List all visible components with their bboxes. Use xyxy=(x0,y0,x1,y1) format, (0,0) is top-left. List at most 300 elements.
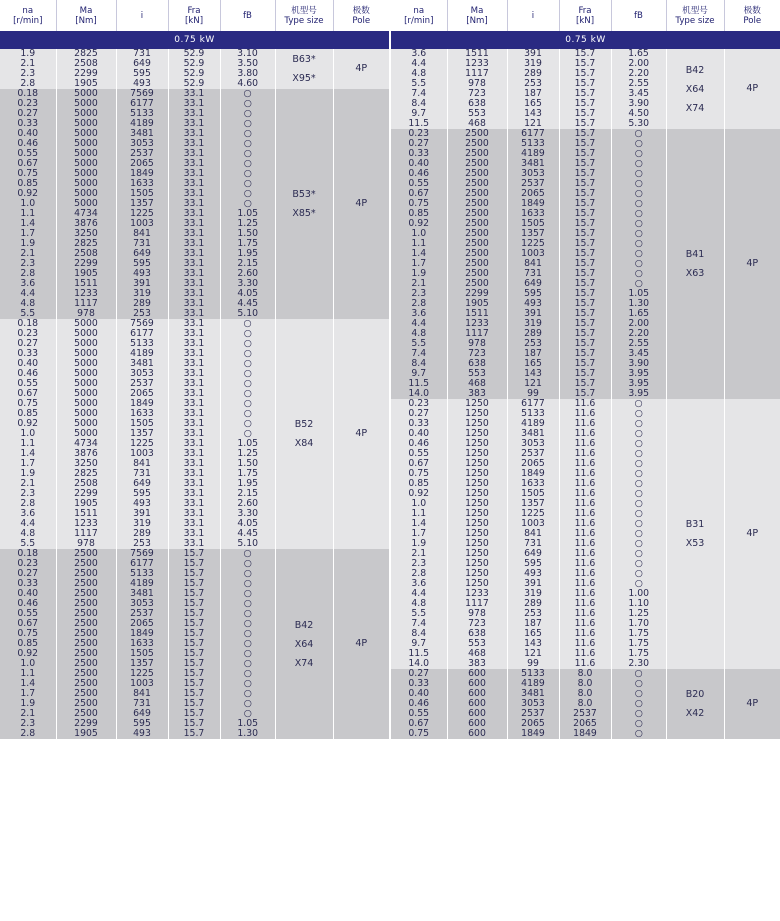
cell-fra: 33.1 xyxy=(168,319,220,329)
cell-fb: 2.20 xyxy=(611,329,666,339)
cell-ma: 5000 xyxy=(56,399,116,409)
cell-ma: 2500 xyxy=(447,129,507,139)
cell-na: 1.1 xyxy=(0,209,56,219)
cell-i: 165 xyxy=(507,629,559,639)
cell-fb: ○ xyxy=(611,139,666,149)
cell-fra: 11.6 xyxy=(559,459,611,469)
cell-i: 143 xyxy=(507,639,559,649)
cell-fb: 2.15 xyxy=(220,259,275,269)
cell-ma: 5000 xyxy=(56,409,116,419)
cell-na: 1.9 xyxy=(391,269,447,279)
cell-i: 319 xyxy=(116,289,168,299)
cell-fra: 15.7 xyxy=(168,589,220,599)
cell-i: 289 xyxy=(507,599,559,609)
cell-fb: 3.10 xyxy=(220,49,275,59)
cell-na: 2.3 xyxy=(391,289,447,299)
cell-na: 0.27 xyxy=(0,339,56,349)
cell-fb: ○ xyxy=(220,179,275,189)
cell-i: 1003 xyxy=(116,449,168,459)
cell-fb: 1.65 xyxy=(611,309,666,319)
cell-na: 1.4 xyxy=(0,449,56,459)
cell-ma: 5000 xyxy=(56,119,116,129)
cell-fb: ○ xyxy=(611,199,666,209)
pole-cell: 4P xyxy=(724,49,780,129)
cell-ma: 2500 xyxy=(447,199,507,209)
cell-fra: 11.6 xyxy=(559,559,611,569)
cell-ma: 2500 xyxy=(56,689,116,699)
cell-i: 2065 xyxy=(116,389,168,399)
right-table xyxy=(391,0,780,739)
cell-na: 8.4 xyxy=(391,359,447,369)
cell-fra: 15.7 xyxy=(168,579,220,589)
cell-fb: ○ xyxy=(611,419,666,429)
cell-ma: 978 xyxy=(447,79,507,89)
type-group xyxy=(391,129,780,399)
cell-i: 2065 xyxy=(507,189,559,199)
header-fra: Fra [kN] xyxy=(559,0,611,31)
cell-fra: 15.7 xyxy=(559,119,611,129)
cell-ma: 5000 xyxy=(56,319,116,329)
cell-fb: 2.55 xyxy=(611,79,666,89)
left-half-table xyxy=(0,0,389,921)
cell-fra: 15.7 xyxy=(168,659,220,669)
cell-ma: 2500 xyxy=(447,189,507,199)
cell-fb: 3.90 xyxy=(611,99,666,109)
cell-na: 4.8 xyxy=(391,599,447,609)
cell-ma: 5000 xyxy=(56,429,116,439)
cell-fb: ○ xyxy=(220,589,275,599)
table-row xyxy=(391,399,780,409)
cell-fb: ○ xyxy=(220,609,275,619)
cell-na: 3.6 xyxy=(391,49,447,59)
cell-fra: 11.6 xyxy=(559,419,611,429)
right-power-row xyxy=(391,31,780,49)
cell-ma: 2825 xyxy=(56,469,116,479)
cell-na: 4.8 xyxy=(0,299,56,309)
left-header-row xyxy=(0,0,389,31)
cell-i: 649 xyxy=(507,549,559,559)
cell-ma: 1117 xyxy=(447,599,507,609)
cell-fra: 15.7 xyxy=(168,729,220,739)
cell-ma: 1233 xyxy=(447,319,507,329)
cell-i: 187 xyxy=(507,89,559,99)
cell-i: 1849 xyxy=(116,399,168,409)
cell-fra: 15.7 xyxy=(168,669,220,679)
cell-fb: 1.05 xyxy=(220,439,275,449)
cell-fra: 33.1 xyxy=(168,219,220,229)
cell-na: 0.85 xyxy=(391,479,447,489)
cell-i: 3481 xyxy=(116,359,168,369)
cell-fb: 3.95 xyxy=(611,369,666,379)
cell-ma: 600 xyxy=(447,679,507,689)
cell-i: 253 xyxy=(507,339,559,349)
cell-na: 0.67 xyxy=(0,389,56,399)
cell-i: 4189 xyxy=(507,419,559,429)
cell-ma: 2500 xyxy=(447,159,507,169)
cell-fb: ○ xyxy=(611,189,666,199)
cell-fb: ○ xyxy=(220,89,275,99)
cell-na: 2.8 xyxy=(391,299,447,309)
cell-fra: 15.7 xyxy=(168,549,220,559)
cell-fb: ○ xyxy=(220,159,275,169)
cell-fb: ○ xyxy=(220,129,275,139)
cell-ma: 553 xyxy=(447,109,507,119)
cell-ma: 1250 xyxy=(447,509,507,519)
cell-fra: 33.1 xyxy=(168,359,220,369)
cell-fb: 2.00 xyxy=(611,59,666,69)
cell-fb: ○ xyxy=(611,429,666,439)
cell-ma: 3876 xyxy=(56,449,116,459)
cell-i: 3053 xyxy=(116,369,168,379)
cell-i: 6177 xyxy=(116,99,168,109)
cell-fb: ○ xyxy=(220,149,275,159)
cell-i: 3053 xyxy=(507,169,559,179)
cell-fra: 33.1 xyxy=(168,179,220,189)
cell-fb: 3.30 xyxy=(220,279,275,289)
cell-fb: ○ xyxy=(611,549,666,559)
cell-i: 165 xyxy=(507,99,559,109)
cell-fra: 33.1 xyxy=(168,449,220,459)
cell-i: 841 xyxy=(507,259,559,269)
cell-ma: 2825 xyxy=(56,49,116,59)
cell-na: 2.8 xyxy=(391,569,447,579)
left-power-row xyxy=(0,31,389,49)
cell-i: 595 xyxy=(507,559,559,569)
cell-fra: 33.1 xyxy=(168,369,220,379)
cell-na: 5.5 xyxy=(391,609,447,619)
cell-fra: 11.6 xyxy=(559,409,611,419)
cell-ma: 1250 xyxy=(447,479,507,489)
cell-fra: 15.7 xyxy=(168,709,220,719)
cell-ma: 1233 xyxy=(447,589,507,599)
cell-i: 3481 xyxy=(116,589,168,599)
cell-fb: 3.50 xyxy=(220,59,275,69)
cell-i: 841 xyxy=(116,459,168,469)
cell-na: 2.8 xyxy=(0,269,56,279)
type-size-label: X64 xyxy=(685,83,705,95)
cell-i: 5133 xyxy=(116,109,168,119)
cell-na: 2.1 xyxy=(0,479,56,489)
cell-na: 1.4 xyxy=(391,249,447,259)
cell-na: 1.1 xyxy=(391,509,447,519)
cell-fb: 3.80 xyxy=(220,69,275,79)
cell-i: 841 xyxy=(507,529,559,539)
cell-ma: 1905 xyxy=(447,299,507,309)
cell-fb: 3.95 xyxy=(611,389,666,399)
cell-fra: 33.1 xyxy=(168,149,220,159)
cell-fb: ○ xyxy=(220,659,275,669)
cell-ma: 638 xyxy=(447,359,507,369)
cell-fb: ○ xyxy=(611,249,666,259)
cell-i: 391 xyxy=(116,509,168,519)
cell-ma: 468 xyxy=(447,119,507,129)
cell-na: 7.4 xyxy=(391,619,447,629)
cell-na: 0.92 xyxy=(0,649,56,659)
cell-fra: 33.1 xyxy=(168,239,220,249)
cell-na: 11.5 xyxy=(391,119,447,129)
cell-fb: 4.50 xyxy=(611,109,666,119)
cell-i: 6177 xyxy=(507,399,559,409)
cell-i: 1357 xyxy=(116,199,168,209)
cell-na: 1.0 xyxy=(0,659,56,669)
cell-ma: 5000 xyxy=(56,179,116,189)
cell-fb: 5.10 xyxy=(220,539,275,549)
header-na: na [r/min] xyxy=(391,0,447,31)
cell-i: 493 xyxy=(116,79,168,89)
cell-na: 0.55 xyxy=(0,609,56,619)
cell-fb: 1.05 xyxy=(220,719,275,729)
cell-na: 0.75 xyxy=(0,399,56,409)
cell-na: 0.92 xyxy=(391,219,447,229)
cell-fb: ○ xyxy=(220,399,275,409)
cell-fra: 33.1 xyxy=(168,99,220,109)
cell-ma: 5000 xyxy=(56,199,116,209)
cell-fb: ○ xyxy=(611,519,666,529)
cell-fb: 4.05 xyxy=(220,289,275,299)
cell-fra: 15.7 xyxy=(168,559,220,569)
cell-fb: ○ xyxy=(220,139,275,149)
cell-i: 5133 xyxy=(116,339,168,349)
cell-fra: 15.7 xyxy=(559,239,611,249)
cell-fra: 11.6 xyxy=(559,529,611,539)
cell-i: 1225 xyxy=(507,509,559,519)
cell-ma: 5000 xyxy=(56,339,116,349)
cell-i: 649 xyxy=(116,249,168,259)
cell-na: 2.1 xyxy=(391,279,447,289)
cell-ma: 1250 xyxy=(447,409,507,419)
cell-fra: 33.1 xyxy=(168,139,220,149)
cell-ma: 723 xyxy=(447,349,507,359)
type-group xyxy=(391,49,780,129)
cell-fra: 8.0 xyxy=(559,679,611,689)
cell-na: 0.67 xyxy=(0,619,56,629)
cell-fb: ○ xyxy=(611,279,666,289)
cell-fra: 11.6 xyxy=(559,649,611,659)
right-header-row xyxy=(391,0,780,31)
cell-i: 3053 xyxy=(116,599,168,609)
cell-i: 2065 xyxy=(507,719,559,729)
cell-fb: 1.50 xyxy=(220,229,275,239)
type-group xyxy=(391,399,780,669)
cell-i: 5133 xyxy=(507,669,559,679)
cell-ma: 1250 xyxy=(447,559,507,569)
cell-ma: 978 xyxy=(447,339,507,349)
cell-ma: 2500 xyxy=(447,149,507,159)
cell-fra: 11.6 xyxy=(559,439,611,449)
cell-na: 8.4 xyxy=(391,99,447,109)
cell-fb: 1.30 xyxy=(611,299,666,309)
cell-na: 1.4 xyxy=(391,519,447,529)
header-type-size: 机型号 Type size xyxy=(666,0,724,31)
cell-i: 6177 xyxy=(507,129,559,139)
cell-i: 2537 xyxy=(507,709,559,719)
cell-na: 0.85 xyxy=(391,209,447,219)
cell-ma: 468 xyxy=(447,649,507,659)
cell-na: 0.23 xyxy=(0,99,56,109)
cell-i: 143 xyxy=(507,109,559,119)
cell-fra: 33.1 xyxy=(168,269,220,279)
cell-ma: 2500 xyxy=(56,589,116,599)
cell-fra: 8.0 xyxy=(559,669,611,679)
cell-fra: 15.7 xyxy=(559,329,611,339)
cell-ma: 2500 xyxy=(56,659,116,669)
cell-fb: ○ xyxy=(611,229,666,239)
cell-fra: 11.6 xyxy=(559,619,611,629)
cell-i: 649 xyxy=(507,279,559,289)
cell-i: 841 xyxy=(116,229,168,239)
cell-i: 319 xyxy=(507,589,559,599)
cell-fb: 1.50 xyxy=(220,459,275,469)
table-row xyxy=(0,89,389,99)
cell-na: 1.4 xyxy=(0,679,56,689)
cell-ma: 383 xyxy=(447,659,507,669)
cell-i: 1505 xyxy=(116,649,168,659)
header-type-size: 机型号 Type size xyxy=(275,0,333,31)
type-size-label: X63 xyxy=(685,268,705,279)
cell-i: 289 xyxy=(116,529,168,539)
cell-fb: 2.30 xyxy=(611,659,666,669)
cell-na: 4.4 xyxy=(0,519,56,529)
table-row xyxy=(0,319,389,329)
cell-ma: 2500 xyxy=(447,239,507,249)
cell-ma: 5000 xyxy=(56,129,116,139)
cell-ma: 3250 xyxy=(56,229,116,239)
type-size-cell xyxy=(275,549,333,739)
cell-i: 165 xyxy=(507,359,559,369)
cell-fra: 11.6 xyxy=(559,509,611,519)
cell-i: 2065 xyxy=(116,159,168,169)
cell-fb: 5.10 xyxy=(220,309,275,319)
cell-i: 391 xyxy=(116,279,168,289)
cell-fra: 11.6 xyxy=(559,469,611,479)
type-size-cell xyxy=(666,669,724,739)
cell-fb: ○ xyxy=(611,159,666,169)
cell-ma: 383 xyxy=(447,389,507,399)
cell-i: 1633 xyxy=(507,479,559,489)
cell-i: 1849 xyxy=(507,199,559,209)
cell-ma: 4734 xyxy=(56,439,116,449)
cell-ma: 2500 xyxy=(56,629,116,639)
cell-fra: 33.1 xyxy=(168,539,220,549)
cell-fb: ○ xyxy=(220,669,275,679)
pole-cell: 4P xyxy=(333,319,389,549)
cell-i: 5133 xyxy=(507,409,559,419)
cell-fra: 15.7 xyxy=(168,679,220,689)
cell-ma: 2299 xyxy=(56,259,116,269)
left-table xyxy=(0,0,389,739)
cell-i: 143 xyxy=(507,369,559,379)
cell-fb: 1.75 xyxy=(611,639,666,649)
type-size-label: X95* xyxy=(292,73,316,84)
cell-fra: 11.6 xyxy=(559,519,611,529)
cell-ma: 2500 xyxy=(447,179,507,189)
cell-ma: 553 xyxy=(447,639,507,649)
cell-fb: 1.70 xyxy=(611,619,666,629)
type-size-cell xyxy=(666,399,724,669)
cell-na: 7.4 xyxy=(391,349,447,359)
cell-ma: 2500 xyxy=(447,269,507,279)
cell-fra: 33.1 xyxy=(168,109,220,119)
cell-i: 1505 xyxy=(116,419,168,429)
cell-ma: 2500 xyxy=(56,639,116,649)
cell-fra: 15.7 xyxy=(559,169,611,179)
cell-fb: ○ xyxy=(220,419,275,429)
cell-ma: 1250 xyxy=(447,399,507,409)
power-rating: 0.75 kW xyxy=(391,31,780,49)
cell-fb: 3.45 xyxy=(611,349,666,359)
cell-na: 5.5 xyxy=(0,539,56,549)
cell-ma: 1250 xyxy=(447,499,507,509)
cell-fb: ○ xyxy=(611,439,666,449)
cell-fra: 15.7 xyxy=(559,69,611,79)
cell-fb: 2.15 xyxy=(220,489,275,499)
cell-ma: 2508 xyxy=(56,479,116,489)
cell-na: 9.7 xyxy=(391,639,447,649)
cell-fb: ○ xyxy=(611,699,666,709)
cell-fb: ○ xyxy=(611,539,666,549)
cell-i: 649 xyxy=(116,59,168,69)
cell-i: 1633 xyxy=(116,409,168,419)
cell-na: 14.0 xyxy=(391,389,447,399)
cell-ma: 723 xyxy=(447,89,507,99)
cell-fb: ○ xyxy=(220,619,275,629)
cell-fra: 33.1 xyxy=(168,119,220,129)
cell-na: 0.40 xyxy=(391,689,447,699)
cell-fb: 1.95 xyxy=(220,249,275,259)
cell-i: 595 xyxy=(116,719,168,729)
cell-fb: ○ xyxy=(611,129,666,139)
cell-fb: ○ xyxy=(611,149,666,159)
cell-i: 1003 xyxy=(116,219,168,229)
cell-fra: 33.1 xyxy=(168,129,220,139)
cell-fra: 15.7 xyxy=(559,59,611,69)
type-size-cell xyxy=(275,49,333,89)
header-ma: Ma [Nm] xyxy=(56,0,116,31)
cell-fb: 1.25 xyxy=(220,449,275,459)
cell-i: 319 xyxy=(507,59,559,69)
cell-fra: 33.1 xyxy=(168,279,220,289)
cell-fra: 33.1 xyxy=(168,209,220,219)
cell-fb: ○ xyxy=(220,389,275,399)
cell-i: 1633 xyxy=(116,179,168,189)
cell-i: 121 xyxy=(507,649,559,659)
cell-fb: ○ xyxy=(611,179,666,189)
cell-fb: ○ xyxy=(611,479,666,489)
cell-i: 731 xyxy=(116,469,168,479)
cell-na: 0.27 xyxy=(391,139,447,149)
cell-i: 1633 xyxy=(116,639,168,649)
cell-fra: 52.9 xyxy=(168,59,220,69)
cell-fra: 15.7 xyxy=(559,129,611,139)
cell-fra: 33.1 xyxy=(168,499,220,509)
right-half-table xyxy=(391,0,780,921)
cell-i: 121 xyxy=(507,379,559,389)
cell-fb: ○ xyxy=(220,569,275,579)
cell-i: 1505 xyxy=(507,219,559,229)
cell-ma: 5000 xyxy=(56,419,116,429)
cell-i: 7569 xyxy=(116,89,168,99)
type-size-label: X74 xyxy=(685,102,705,114)
type-size-label: B31 xyxy=(685,519,705,530)
cell-fb: ○ xyxy=(220,329,275,339)
cell-fb: 5.30 xyxy=(611,119,666,129)
cell-ma: 978 xyxy=(447,609,507,619)
cell-na: 0.33 xyxy=(0,349,56,359)
cell-i: 253 xyxy=(507,79,559,89)
cell-i: 4189 xyxy=(507,679,559,689)
cell-ma: 5000 xyxy=(56,379,116,389)
cell-ma: 5000 xyxy=(56,359,116,369)
